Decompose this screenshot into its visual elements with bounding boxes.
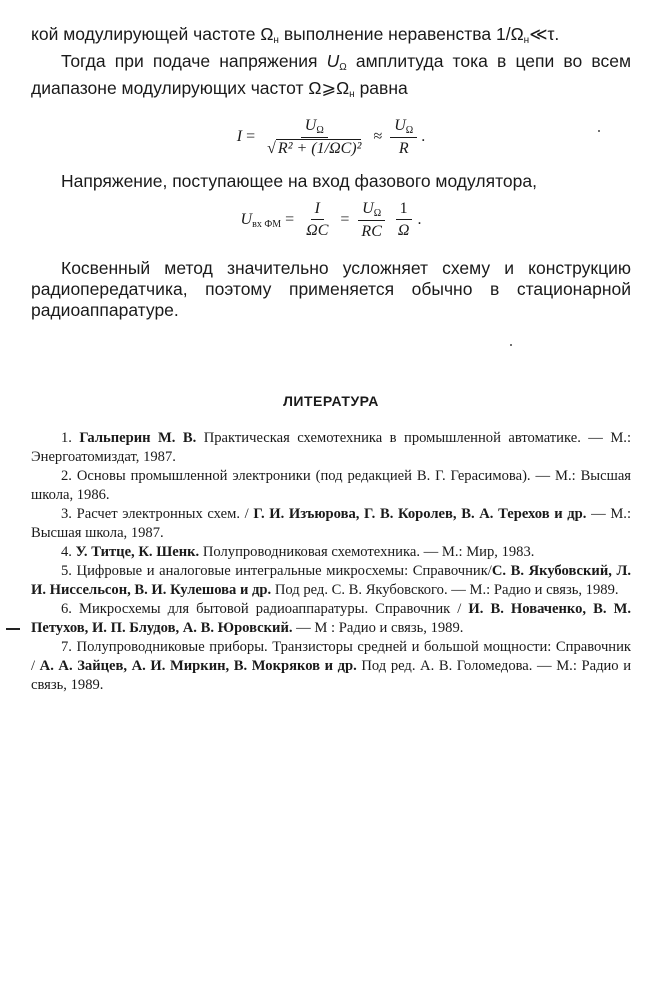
paragraph-continuation (31, 24, 631, 51)
formula-operator: = (246, 128, 256, 145)
fraction-numerator: $U_\Omega$ (301, 117, 328, 138)
scan-speck (510, 344, 512, 346)
reference-item: 3. Расчет электронных схем. / Г. И. Изъюрова, Г. В. Королев, В. А. Терехов и др. — М.: Высшая школа, 1987. (31, 506, 632, 541)
formula-lhs: $U_{вх ФМ}$ (240, 210, 282, 230)
formula-end: . (417, 211, 422, 228)
fraction (357, 200, 385, 241)
text-run: равна (354, 78, 408, 98)
formula-end: . (421, 128, 426, 145)
reference-authors: С. В. Якубовский, Л. И. Ниссельсон, В. И. Кулешова и др. (31, 563, 631, 598)
sqrt-content: R² + (1/ΩC)² (277, 139, 362, 157)
subscript: н (349, 89, 355, 100)
text-run: Тогда при подаче напряжения (61, 51, 327, 71)
fraction (263, 117, 365, 158)
reference-item: 2. Основы промышленной электроники (под редакцией В. Г. Герасимова). — М.: Высшая школа, 1986. (31, 468, 632, 503)
fraction-denominator (263, 138, 365, 158)
reference-authors: Гальперин М. В. (79, 430, 197, 446)
paragraph-modulator-voltage: Напряжение, поступающее на вход фазового модулятора, (61, 171, 537, 191)
fraction-numerator: I (311, 200, 324, 220)
fraction-denominator: Ω (397, 222, 410, 239)
text-run: ≪τ. (529, 24, 560, 44)
fraction-numerator: $U_\Omega$ (390, 117, 417, 138)
reference-item: 6. Микросхемы для бытовой радиоаппаратуры. Справочник / И. В. Новаченко, В. М. Петухов, И. П. Блудов, А. В. Юровский. — М : Радио и связь, 1989. (31, 601, 632, 636)
paragraph-current-amplitude (31, 51, 631, 105)
subscript: н (523, 35, 530, 46)
fraction (394, 200, 414, 240)
formula-voltage (31, 198, 631, 242)
reference-authors: Г. И. Изъюрова, Г. В. Королев, В. А. Терехов и др. (253, 506, 587, 522)
fraction-numerator: $U_\Omega$ (358, 200, 385, 221)
reference-item: 7. Полупроводниковые приборы. Транзисторы средней и большой мощности: Справочник / А. А. Зайцев, А. И. Миркин, В. Мокряков и др. Под ред. А. В. Голомедова. — М.: Радио и связь, 1989. (31, 639, 632, 693)
reference-item: 5. Цифровые и аналоговые интегральные микросхемы: Справочник/С. В. Якубовский, Л. И. Ниссельсон, В. И. Кулешова и др. Под ред. С. В. Якубовского. — М.: Радио и связь, 1989. (31, 563, 631, 598)
reference-authors: И. В. Новаченко, В. М. Петухов, И. П. Блудов, А. В. Юровский. (31, 601, 632, 636)
formula-operator: = (340, 211, 350, 228)
fraction (390, 117, 417, 158)
fraction-denominator: RC (361, 222, 382, 240)
page-content (31, 24, 631, 695)
formula-operator: ≈ (373, 128, 383, 145)
formula-current (31, 115, 631, 159)
reference-item: 4. У. Титце, К. Шенк. Полупроводниковая схемотехника. — М.: Мир, 1983. (61, 544, 535, 560)
fraction (302, 200, 332, 240)
variable: U (326, 51, 340, 71)
paragraph-indirect-method: Косвенный метод значительно усложняет схему и конструкцию радиопередатчика, поэтому применяется обычно в стационарной радиоаппаратуре. (31, 258, 631, 320)
subscript: н (273, 35, 279, 46)
reference-authors: А. А. Зайцев, А. И. Миркин, В. Мокряков и др. (39, 658, 357, 674)
references-heading: ЛИТЕРАТУРА (283, 393, 379, 409)
text-run: выполнение неравенства 1/Ω (278, 24, 524, 44)
scan-speck (598, 130, 600, 132)
references-list (31, 429, 631, 695)
formula-lhs: I (236, 128, 243, 145)
subscript: Ω (339, 62, 347, 73)
fraction-denominator: R (398, 139, 409, 157)
sqrt-sign: √ (267, 139, 276, 157)
text-run: амплитуда тока в цепи во всем диапазоне модулирующих частот Ω⩾Ω (31, 51, 631, 98)
reference-authors: У. Титце, К. Шенк. (75, 544, 200, 560)
text-run: кой модулирующей частоте Ω (31, 24, 274, 44)
margin-mark (6, 628, 20, 630)
reference-item: 1. Гальперин М. В. Практическая схемотехника в промышленной автоматике. — М.: Энергоатомиздат, 1987. (31, 430, 632, 465)
fraction-denominator: ΩC (306, 222, 329, 239)
fraction-numerator: 1 (396, 200, 412, 220)
formula-operator: = (285, 211, 295, 228)
